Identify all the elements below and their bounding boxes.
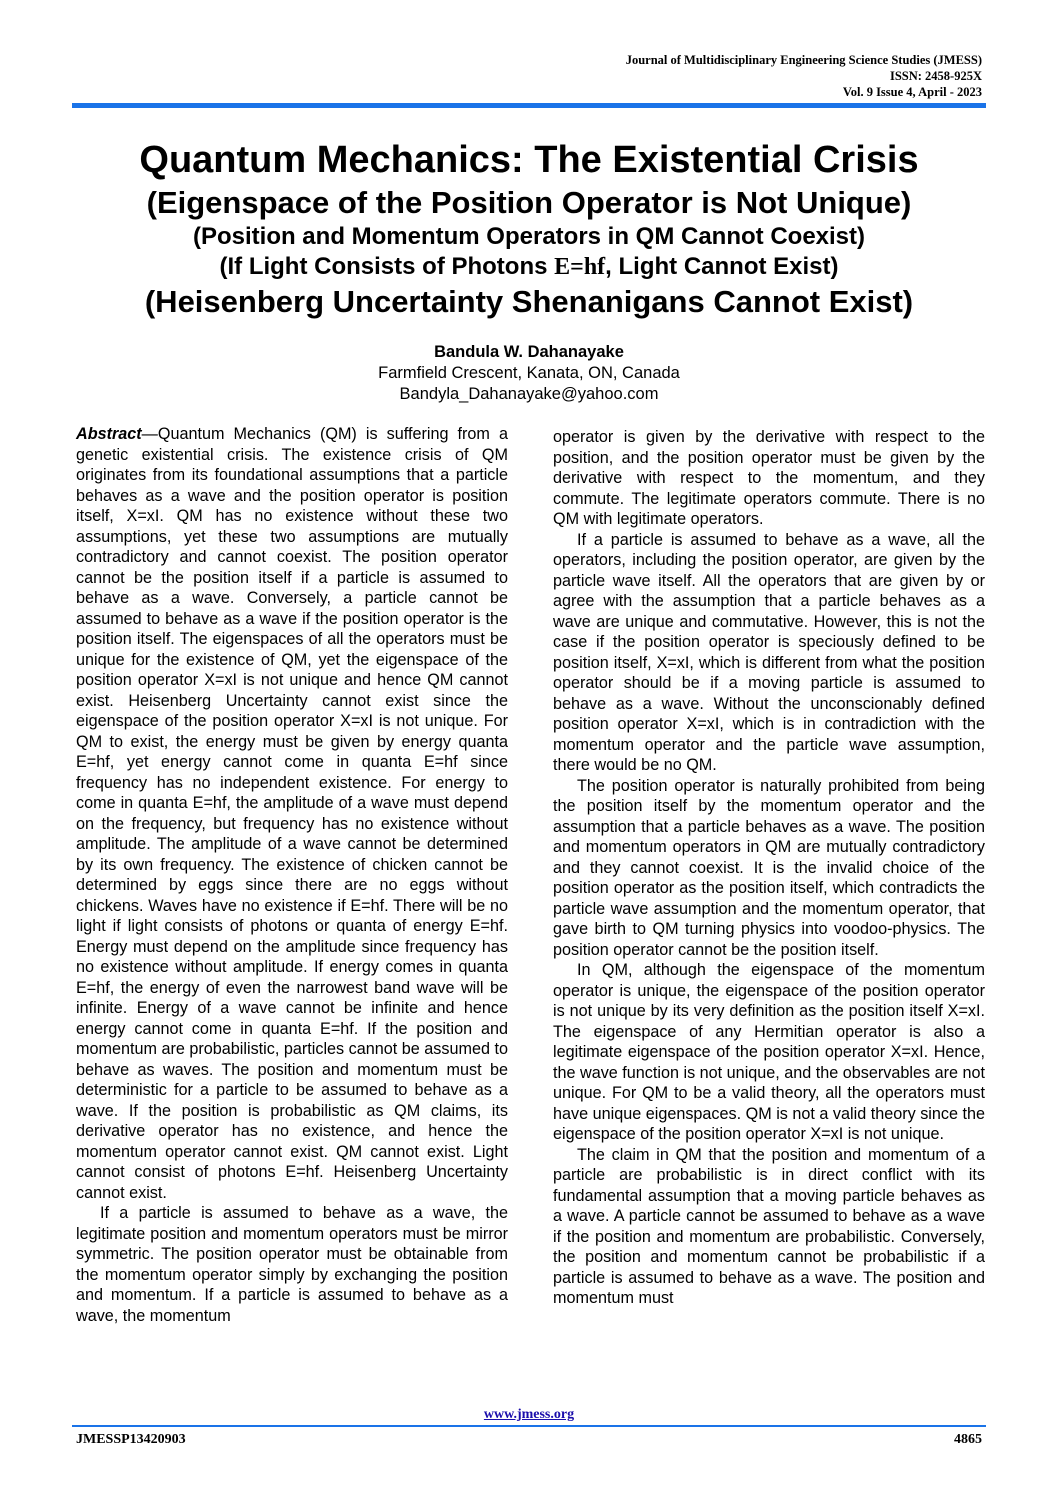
title-main: Quantum Mechanics: The Existential Crisis	[139, 139, 919, 181]
paper-title	[72, 136, 986, 322]
abstract-text: —Quantum Mechanics (QM) is suffering from a genetic existential crisis. The existence crisis of QM originates from its foundational assumptions that a particle behaves as a wave and the position operator is position itself, X=xI. QM has no existence without these two assumptions, yet these two assumptions are mutually contradictory and cannot coexist. The position operator cannot be the position itself if a particle is assumed to behave as a wave. Conversely, a particle cannot be assumed to behave as a wave if the position operator is the position itself. The eigenspaces of all the operators must be unique for the existence of QM, yet the eigenspace of the position operator X=xI is not unique and hence QM cannot exist. Heisenberg Uncertainty cannot exist since the eigenspace of the position operator X=xI is not unique. For QM to exist, the energy must be given by energy quanta E=hf, yet energy cannot come in quanta E=hf since frequency has no independent existence. For energy to come in quanta E=hf, the amplitude of a wave must depend on the frequency, but frequency has no existence without amplitude. The amplitude of a wave cannot be determined by its own frequency. The existence of chicken cannot be determined by eggs since there are no eggs without chickens. Waves have no existence if E=hf. There will be no light if light consists of photons or quanta of energy E=hf. Energy must depend on the amplitude since frequency has no existence without amplitude. If energy comes in quanta E=hf, the energy of even the narrowest band wave will be infinite. Energy of a wave cannot be infinite and hence energy cannot come in quanta E=hf. If the position and momentum are probabilistic, particles cannot be assumed to behave as waves. The position and momentum must be deterministic for a particle to be assumed to behave as a wave. If the position is probabilistic as QM claims, its derivative operator has no existence, and hence the momentum operator cannot exist. QM cannot exist. Light cannot consist of photons E=hf. Heisenberg Uncertainty cannot exist.	[76, 425, 508, 1202]
title-subtitle-4: (Heisenberg Uncertainty Shenanigans Cannot Exist)	[144, 284, 914, 319]
header-divider	[72, 103, 986, 108]
author-info	[72, 342, 986, 405]
journal-volume: Vol. 9 Issue 4, April - 2023	[842, 85, 982, 99]
footer-divider	[72, 1425, 986, 1427]
left-column	[76, 424, 508, 1326]
journal-issn: ISSN: 2458-925X	[889, 69, 982, 83]
body-paragraph: If a particle is assumed to behave as a wave, the legitimate position and momentum operators must be mirror symmetric. The position operator must be obtainable from the momentum operator simply by exchanging the position and momentum. If a particle is assumed to behave as a wave, the momentum	[76, 1204, 508, 1325]
title-subtitle-2: (Position and Momentum Operators in QM Cannot Coexist)	[192, 223, 866, 250]
author-address: Farmfield Crescent, Kanata, ON, Canada	[378, 364, 680, 382]
title-subtitle-3	[72, 252, 986, 282]
body-paragraph: If a particle is assumed to behave as a wave, all the operators, including the position operator, are given by the particle wave itself. All the operators that are given by or agree with the assumption that a particle behaves as a wave are unique and commutative. However, this is not the case if the position operator is speciously defined to be position itself, X=xI, which is different from what the position operator should be if a moving particle is assumed to behave as a wave. Without the unconscionably defined position operator X=xI, which is in contradiction with the momentum operator and the particle wave assumption, there would be no QM.	[553, 530, 985, 774]
body-paragraph: In QM, although the eigenspace of the momentum operator is unique, the eigenspace of the position operator is not unique by its very definition as the position itself X=xI. The eigenspace of any Hermitian operator is also a legitimate eigenspace of the position operator X=xI. Hence, the wave function is not unique, and the observables are not unique. For QM to be a valid theory, all the operators must have unique eigenspaces. QM is not a valid theory since the eigenspace of the position operator X=xI is not unique.	[553, 961, 985, 1143]
right-column	[553, 427, 985, 1309]
journal-website-link[interactable]: www.jmess.org	[483, 1407, 575, 1422]
abstract-label: Abstract	[76, 425, 142, 443]
body-paragraph: The claim in QM that the position and momentum of a particle are probabilistic is in direct conflict with its fundamental assumption that a moving particle behaves as a wave. A particle cannot be assumed to behave as a wave if the position and momentum are probabilistic. Conversely, the position and momentum cannot be probabilistic if a particle is assumed to behave as a wave. The position and momentum must	[553, 1145, 985, 1307]
journal-header	[626, 52, 982, 100]
author-name: Bandula W. Dahanayake	[434, 343, 624, 361]
title-subtitle-3-a: (If Light Consists of Photons	[219, 253, 555, 280]
abstract-paragraph	[76, 424, 508, 1203]
journal-name: Journal of Multidisciplinary Engineering Science Studies (JMESS)	[625, 53, 982, 67]
body-paragraph: The position operator is naturally prohibited from being the position itself by the momentum operator and the assumption that a particle behaves as a wave. The position and momentum operators in QM are mutually contradictory and they cannot coexist. It is the invalid choice of the position operator as the position itself, which contradicts the particle wave assumption and the momentum operator, that gave birth to QM turning physics into voodoo-physics. The position operator cannot be the position itself.	[553, 776, 985, 959]
page-number: 4865	[954, 1432, 982, 1447]
paper-id: JMESSP13420903	[76, 1432, 186, 1447]
title-subtitle-1: (Eigenspace of the Position Operator is Not Unique)	[146, 185, 912, 220]
body-paragraph: operator is given by the derivative with respect to the position, and the position operator must be given by the derivative with respect to the momentum, and they commute. The legitimate operators commute. There is no QM with legitimate operators.	[553, 428, 985, 528]
title-subtitle-3-c: , Light Cannot Exist)	[605, 253, 839, 280]
title-subtitle-3-formula: E=hf	[554, 254, 606, 280]
author-email: Bandyla_Dahanayake@yahoo.com	[399, 385, 659, 403]
